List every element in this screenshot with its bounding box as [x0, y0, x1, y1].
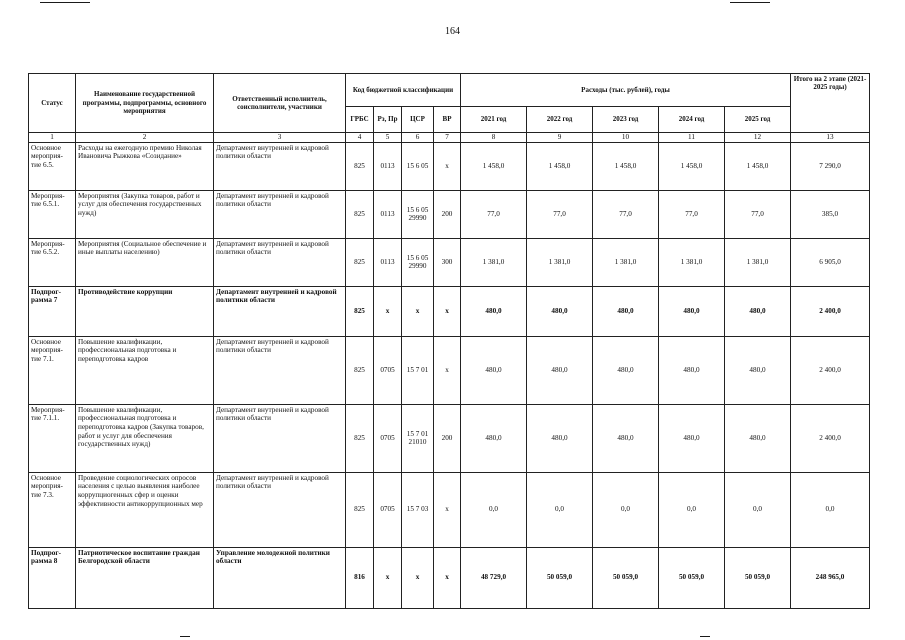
- table-row: [29, 190, 870, 238]
- header-total: Итого на 2 этапе (2021-2025 годы): [791, 74, 870, 133]
- row-total: 2 400,0: [791, 336, 870, 404]
- row-name: Патриотическое воспитание граждан Белгородской области: [76, 547, 214, 608]
- table-row: [29, 238, 870, 286]
- row-csr: 15 7 03: [402, 472, 434, 547]
- row-2023: 1 381,0: [593, 238, 659, 286]
- row-grbs: 825: [346, 190, 374, 238]
- column-number: 6: [402, 133, 434, 143]
- row-2024: 77,0: [659, 190, 725, 238]
- row-csr: х: [402, 286, 434, 336]
- row-2021: 0,0: [461, 472, 527, 547]
- row-2021: 480,0: [461, 336, 527, 404]
- row-status: Основное мероприя-тие 7.1.: [29, 336, 76, 404]
- row-2023: 480,0: [593, 404, 659, 472]
- row-rzpr: 0705: [374, 404, 402, 472]
- header-year-2025: 2025 год: [725, 107, 791, 133]
- page-number: 164: [445, 26, 460, 37]
- column-number: 1: [29, 133, 76, 143]
- row-executor: Департамент внутренней и кадровой политики области: [214, 238, 346, 286]
- row-csr: х: [402, 547, 434, 608]
- row-executor: Управление молодежной политики области: [214, 547, 346, 608]
- row-2022: 1 381,0: [527, 238, 593, 286]
- column-number: 11: [659, 133, 725, 143]
- row-2024: 480,0: [659, 404, 725, 472]
- header-grbs: ГРБС: [346, 107, 374, 133]
- row-2025: 480,0: [725, 404, 791, 472]
- row-name: Мероприятия (Закупка товаров, работ и услуг для обеспечения государственных нужд): [76, 190, 214, 238]
- table-row: [29, 472, 870, 547]
- row-vr: х: [434, 547, 461, 608]
- row-2025: 1 381,0: [725, 238, 791, 286]
- row-name: Мероприятия (Социальное обеспечение и иные выплаты населению): [76, 238, 214, 286]
- row-rzpr: х: [374, 286, 402, 336]
- row-name: Расходы на ежегодную премию Николая Ивановича Рыжкова «Созидание»: [76, 142, 214, 190]
- row-total: 0,0: [791, 472, 870, 547]
- row-2023: 1 458,0: [593, 142, 659, 190]
- row-csr: 15 6 05 29990: [402, 238, 434, 286]
- scan-edge-line: [180, 636, 190, 637]
- row-2021: 77,0: [461, 190, 527, 238]
- row-2023: 0,0: [593, 472, 659, 547]
- row-grbs: 825: [346, 142, 374, 190]
- row-2024: 50 059,0: [659, 547, 725, 608]
- header-budget-code-group: Код бюджетной классификации: [346, 74, 461, 107]
- table-row: [29, 142, 870, 190]
- header-name: Наименование государственной программы, подпрограммы, основного мероприятия: [76, 74, 214, 133]
- column-number: 9: [527, 133, 593, 143]
- row-status: Мероприя-тие 6.5.1.: [29, 190, 76, 238]
- header-executor: Ответственный исполнитель, соисполнители, участники: [214, 74, 346, 133]
- row-executor: Департамент внутренней и кадровой политики области: [214, 190, 346, 238]
- row-csr: 15 6 05 29990: [402, 190, 434, 238]
- row-total: 2 400,0: [791, 404, 870, 472]
- table-row: [29, 336, 870, 404]
- row-vr: х: [434, 286, 461, 336]
- row-2021: 1 381,0: [461, 238, 527, 286]
- header-costs-group: Расходы (тыс. рублей), годы: [461, 74, 791, 107]
- column-number: 5: [374, 133, 402, 143]
- row-vr: 300: [434, 238, 461, 286]
- row-rzpr: 0705: [374, 472, 402, 547]
- row-2022: 0,0: [527, 472, 593, 547]
- row-2023: 480,0: [593, 286, 659, 336]
- row-vr: х: [434, 142, 461, 190]
- header-year-2024: 2024 год: [659, 107, 725, 133]
- row-grbs: 825: [346, 472, 374, 547]
- header-year-2023: 2023 год: [593, 107, 659, 133]
- row-2022: 50 059,0: [527, 547, 593, 608]
- row-executor: Департамент внутренней и кадровой политики области: [214, 472, 346, 547]
- row-rzpr: 0113: [374, 190, 402, 238]
- row-2021: 480,0: [461, 404, 527, 472]
- row-status: Мероприя-тие 6.5.2.: [29, 238, 76, 286]
- row-executor: Департамент внутренней и кадровой политики области: [214, 142, 346, 190]
- row-rzpr: 0113: [374, 142, 402, 190]
- column-number: 8: [461, 133, 527, 143]
- row-2021: 480,0: [461, 286, 527, 336]
- column-number-row: [29, 133, 870, 143]
- row-executor: Департамент внутренней и кадровой политики области: [214, 404, 346, 472]
- row-total: 385,0: [791, 190, 870, 238]
- row-status: Основное мероприя-тие 6.5.: [29, 142, 76, 190]
- row-executor: Департамент внутренней и кадровой политики области: [214, 286, 346, 336]
- column-number: 13: [791, 133, 870, 143]
- row-2021: 1 458,0: [461, 142, 527, 190]
- row-csr: 15 7 01 21010: [402, 404, 434, 472]
- header-year-2022: 2022 год: [527, 107, 593, 133]
- row-grbs: 825: [346, 336, 374, 404]
- row-2022: 77,0: [527, 190, 593, 238]
- row-2024: 0,0: [659, 472, 725, 547]
- row-name: Проведение социологических опросов населения с целью выявления наиболее коррупциогенных сфер и оценки эффективности антикоррупционных мер: [76, 472, 214, 547]
- row-total: 2 400,0: [791, 286, 870, 336]
- row-vr: х: [434, 472, 461, 547]
- scan-edge-line: [40, 2, 90, 3]
- table-row: [29, 286, 870, 336]
- row-2024: 480,0: [659, 336, 725, 404]
- row-status: Мероприя-тие 7.1.1.: [29, 404, 76, 472]
- row-rzpr: х: [374, 547, 402, 608]
- row-vr: 200: [434, 404, 461, 472]
- table-row: [29, 404, 870, 472]
- row-2024: 1 381,0: [659, 238, 725, 286]
- budget-table: [28, 73, 870, 609]
- row-2025: 0,0: [725, 472, 791, 547]
- row-total: 6 905,0: [791, 238, 870, 286]
- row-vr: х: [434, 336, 461, 404]
- column-number: 12: [725, 133, 791, 143]
- row-2024: 1 458,0: [659, 142, 725, 190]
- row-rzpr: 0113: [374, 238, 402, 286]
- row-2022: 480,0: [527, 404, 593, 472]
- header-vr: ВР: [434, 107, 461, 133]
- column-number: 2: [76, 133, 214, 143]
- row-2022: 480,0: [527, 336, 593, 404]
- row-status: Основное мероприя-тие 7.3.: [29, 472, 76, 547]
- table-row: [29, 547, 870, 608]
- header-csr: ЦСР: [402, 107, 434, 133]
- column-number: 7: [434, 133, 461, 143]
- header-rzpr: Рз, Пр: [374, 107, 402, 133]
- row-vr: 200: [434, 190, 461, 238]
- row-total: 7 290,0: [791, 142, 870, 190]
- column-number: 4: [346, 133, 374, 143]
- row-executor: Департамент внутренней и кадровой политики области: [214, 336, 346, 404]
- row-2023: 77,0: [593, 190, 659, 238]
- row-total: 248 965,0: [791, 547, 870, 608]
- row-grbs: 825: [346, 238, 374, 286]
- row-name: Повышение квалификации, профессиональная подготовка и переподготовка кадров: [76, 336, 214, 404]
- row-2025: 77,0: [725, 190, 791, 238]
- row-grbs: 825: [346, 404, 374, 472]
- row-csr: 15 7 01: [402, 336, 434, 404]
- row-2023: 480,0: [593, 336, 659, 404]
- scan-edge-line: [700, 636, 710, 637]
- row-name: Противодействие коррупции: [76, 286, 214, 336]
- scan-edge-line: [730, 2, 770, 3]
- column-number: 10: [593, 133, 659, 143]
- row-2024: 480,0: [659, 286, 725, 336]
- row-2021: 48 729,0: [461, 547, 527, 608]
- row-status: Подпрог-рамма 8: [29, 547, 76, 608]
- row-2023: 50 059,0: [593, 547, 659, 608]
- row-2025: 480,0: [725, 286, 791, 336]
- column-number: 3: [214, 133, 346, 143]
- row-2025: 1 458,0: [725, 142, 791, 190]
- row-2022: 1 458,0: [527, 142, 593, 190]
- row-grbs: 825: [346, 286, 374, 336]
- header-year-2021: 2021 год: [461, 107, 527, 133]
- row-csr: 15 6 05: [402, 142, 434, 190]
- row-2025: 480,0: [725, 336, 791, 404]
- row-2025: 50 059,0: [725, 547, 791, 608]
- row-rzpr: 0705: [374, 336, 402, 404]
- row-status: Подпрог-рамма 7: [29, 286, 76, 336]
- row-grbs: 816: [346, 547, 374, 608]
- row-2022: 480,0: [527, 286, 593, 336]
- row-name: Повышение квалификации, профессиональная подготовка и переподготовка кадров (Закупка товаров, работ и услуг для обеспечения государственных нужд): [76, 404, 214, 472]
- header-status: Статус: [29, 74, 76, 133]
